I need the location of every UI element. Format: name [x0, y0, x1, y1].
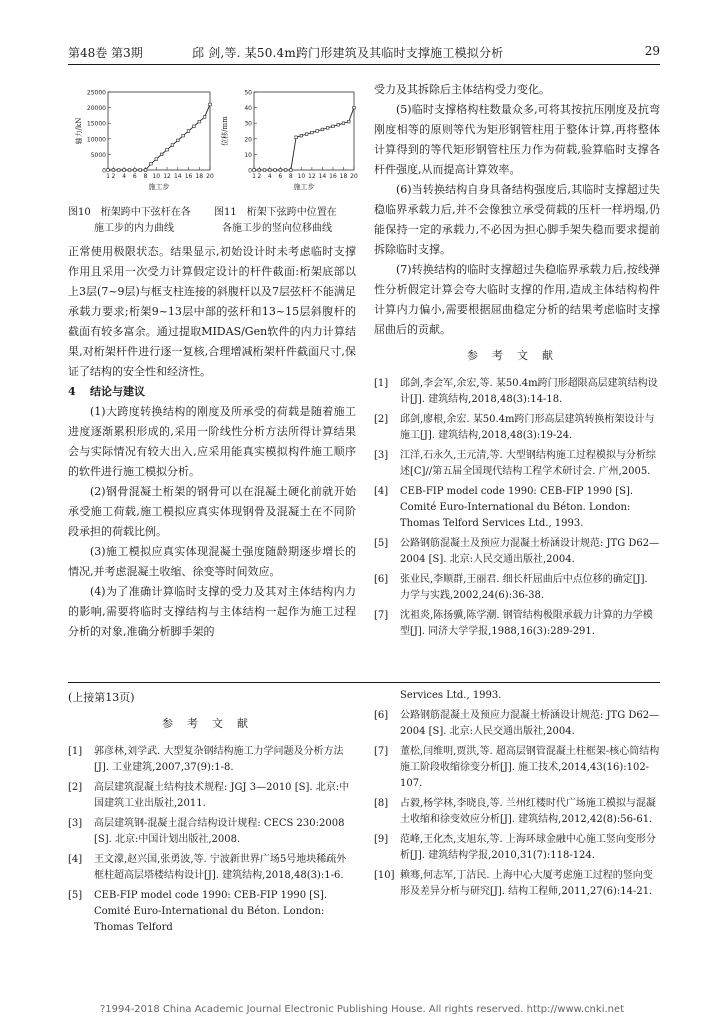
x-tick-label: 4: [267, 173, 272, 180]
y-tick-label: 5000: [90, 151, 106, 159]
journal-volume: 第48卷 第3期: [68, 46, 143, 60]
x-axis-label: 施工步: [293, 183, 315, 191]
data-point: [316, 130, 319, 133]
reference-item: [68, 852, 356, 884]
data-point: [342, 122, 345, 125]
data-point: [155, 158, 158, 161]
header-rule: [68, 64, 660, 65]
reference-tag: [6]: [374, 710, 389, 721]
x-tick-label: 4: [122, 173, 127, 180]
data-point: [123, 169, 126, 172]
reference-tag: [4]: [374, 486, 389, 497]
x-tick-label: 14: [318, 173, 327, 180]
copyright-footer: ?1994-2018 China Academic Journal Electronic Publishing House. All rights reserved. http://www.cnki.net: [99, 1004, 625, 1015]
plot-frame: [108, 92, 210, 170]
figure-caption-fig11: [214, 205, 364, 237]
data-point: [117, 169, 120, 172]
figure-caption-fig10: [68, 205, 218, 237]
data-point: [337, 123, 340, 126]
reference-text: 江洋,石永久,王元清,等. 大型钢结构施工过程模拟与分析综述[C]//第五届全国现代结构工程学术研讨会. 广州,2005.: [400, 450, 656, 477]
y-tick-label: 40: [244, 105, 252, 113]
reference-item: [374, 536, 660, 568]
references-heading: 参考文献: [162, 717, 262, 730]
paragraph: (1)大跨度转换结构的刚度及所承受的荷载是随着施工进度逐渐累积形成的,采用一阶线性分析方法所得计算结果会与实际情况有较大出入,应采用能真实模拟构件施工顺序的软件进行施工模拟分析。: [68, 405, 356, 478]
caption-line: 图11 桁架下弦跨中位置在: [214, 207, 337, 218]
data-point: [274, 169, 277, 172]
reference-text: 张业民,李顺群,王丽君. 细长杆屈曲后中点位移的确定[J]. 力学与实践,2002,24(6):36-38.: [400, 574, 648, 601]
reference-item: [374, 412, 660, 444]
x-tick-label: 20: [350, 173, 358, 180]
reference-tag: [8]: [374, 798, 389, 809]
data-point: [332, 125, 335, 128]
reference-tag: [7]: [374, 746, 389, 757]
data-point: [187, 130, 190, 133]
bottom-right-column: [374, 688, 660, 904]
caption-line: 施工步的内力曲线: [94, 223, 174, 234]
reference-tag: [1]: [68, 746, 83, 757]
caption-line: 图10 桁架跨中下弦杆在各: [68, 207, 191, 218]
y-tick-label: 25000: [86, 89, 106, 97]
running-header: [68, 44, 660, 64]
reference-tag: [2]: [374, 414, 389, 425]
x-tick-label: 10: [297, 173, 306, 180]
data-point: [139, 169, 142, 172]
data-point: [326, 127, 329, 130]
reference-tag: [10]: [374, 870, 395, 881]
data-point: [279, 169, 282, 172]
y-axis-label: 轴力/kN: [75, 117, 83, 145]
x-tick-label: 6: [278, 173, 283, 180]
continued-note: (上接第13页): [68, 691, 135, 704]
reference-list: [374, 708, 660, 900]
x-tick-label: 8: [288, 173, 293, 180]
y-tick-label: 10000: [86, 136, 106, 144]
x-tick-label: 2: [257, 173, 262, 180]
data-point: [107, 169, 110, 172]
reference-text: 王文濛,赵兴国,张勇波,等. 宁波新世界广场5号地块稀疏外框柱超高层塔楼结构设计[J]. 建筑结构,2018,48(3):1-6.: [94, 854, 347, 881]
data-point: [284, 169, 287, 172]
paragraph: (7)转换结构的临时支撑超过失稳临界承载力后,按线弹性分析假定计算会夸大临时支撑的作用,造成主体结构构件计算内力偏小,需要根据屈曲稳定分析的结果考虑临时支撑屈曲后的贡献。: [374, 263, 660, 336]
x-tick-label: 16: [329, 173, 337, 180]
reference-item: [374, 744, 660, 792]
data-point: [311, 131, 314, 134]
page-number: 29: [644, 44, 660, 58]
reference-text: 邱剑,李会军,余宏,等. 某50.4m跨门形超限高层建筑结构设计[J]. 建筑结构,2018,48(3):14-18.: [400, 378, 658, 405]
right-column: [374, 80, 660, 644]
data-point: [144, 169, 147, 172]
paragraph: (3)施工模拟应真实体现混凝土强度随龄期逐步增长的情况,并考虑混凝土收缩、徐变等时间效应。: [68, 545, 356, 578]
reference-item: [374, 572, 660, 604]
data-point: [258, 169, 261, 172]
y-tick-label: 0: [248, 167, 252, 175]
x-tick-label: 16: [184, 173, 193, 180]
paragraph: (6)当转换结构自身具备结构强度后,其临时支撑超过失稳临界承载力后,并不会像独立承受荷载的压杆一样坍塌,仍能保持一定的承载力,不必因为担心脚手架失稳而要求提前拆除临时支撑。: [374, 183, 660, 256]
running-title: 邱 剑,等. 某50.4m跨门形建筑及其临时支撑施工模拟分析: [192, 46, 504, 60]
reference-tag: [5]: [68, 890, 83, 901]
data-point: [209, 103, 212, 106]
data-point: [321, 128, 324, 131]
data-point: [268, 169, 271, 172]
paragraph: (5)临时支撑格构柱数量众多,可将其按抗压刚度及抗弯刚度相等的原则等代为矩形钢管柱用于整体计算,再将整体计算得到的等代矩形钢管柱压力作为荷载,验算临时支撑各杆件强度,从而提高计算效率。: [374, 103, 660, 176]
section-heading: [68, 382, 356, 402]
chart-fig11: [220, 86, 360, 192]
data-point: [193, 125, 196, 128]
y-tick-label: 20000: [86, 105, 106, 113]
reference-tag: [4]: [68, 854, 83, 865]
y-tick-label: 15000: [86, 120, 106, 128]
reference-item: [374, 796, 660, 828]
x-tick-label: 8: [143, 173, 148, 180]
reference-tag: [9]: [374, 834, 389, 845]
x-axis-label: 施工步: [148, 183, 170, 191]
x-tick-label: 10: [152, 173, 161, 180]
data-point: [263, 169, 266, 172]
reference-text: Services Ltd., 1993.: [400, 690, 502, 701]
reference-item: [374, 868, 660, 900]
series-line: [254, 108, 354, 170]
data-point: [305, 133, 308, 136]
reference-text: 邱剑,廖根,余宏. 某50.4m跨门形高层建筑转换桁架设计与施工[J]. 建筑结构,2018,48(3):19-24.: [400, 414, 655, 441]
reference-item: [68, 744, 356, 776]
section-title: 结论与建议: [90, 385, 145, 398]
section-number: 4: [68, 385, 76, 398]
data-point: [253, 169, 256, 172]
reference-text: 郭彦林,刘学武. 大型复杂钢结构施工力学问题及分析方法[J]. 工业建筑,2007,37(9):1-8.: [94, 746, 344, 773]
reference-item: [374, 608, 660, 640]
data-point: [150, 162, 153, 165]
plot-frame: [254, 92, 354, 170]
reference-text: 董松,闫维明,贾洪,等. 超高层钢管混凝土柱框架-核心筒结构施工阶段收缩徐变分析[J]. 施工技术,2014,43(16):102-107.: [400, 746, 660, 789]
chart-fig10: [74, 86, 216, 192]
reference-text: CEB-FIP model code 1990: CEB-FIP 1990 [S]. Comité Euro-International du Béton. London: Thomas Telford: [94, 890, 328, 933]
x-tick-label: 6: [132, 173, 137, 180]
reference-list: [374, 376, 660, 640]
reference-text: 赖骞,何志军,丁洁民. 上海中心大厦考虑施工过程的竖向变形及差异分析与研究[J]. 结构工程师,2011,27(6):14-21.: [400, 870, 653, 897]
section-rule: [68, 682, 660, 683]
x-tick-label: 1: [252, 173, 256, 180]
data-point: [182, 134, 185, 137]
series-line: [108, 104, 210, 170]
reference-list: [68, 744, 356, 936]
reference-text: 范峰,王化杰,支旭东,等. 上海环球金融中心施工竖向变形分析[J]. 建筑结构学报,2010,31(7):118-124.: [400, 834, 656, 861]
reference-tag: [5]: [374, 538, 389, 549]
data-point: [160, 153, 163, 156]
data-point: [295, 136, 298, 139]
x-tick-label: 12: [308, 173, 316, 180]
reference-item: [374, 484, 660, 532]
data-point: [176, 139, 179, 142]
x-tick-label: 18: [195, 173, 204, 180]
data-point: [171, 144, 174, 147]
reference-text: 公路钢筋混凝土及预应力混凝土桥涵设计规范: JTG D62—2004 [S]. 北京:人民交通出版社,2004.: [400, 538, 660, 565]
x-tick-label: 14: [173, 173, 182, 180]
y-axis-label: 位移/mm: [221, 116, 229, 146]
reference-text: 占毅,杨学林,李晓良,等. 兰州红楼时代广场施工模拟与混凝土收缩和徐变效应分析[J]. 建筑结构,2012,42(8):56-61.: [400, 798, 656, 825]
paragraph: (2)钢骨混凝土桁架的钢骨可以在混凝土硬化前就开始承受施工荷载,施工模拟应真实体现钢骨及混凝土在不同阶段承担的荷载比例。: [68, 485, 356, 538]
reference-text: 高层建筑混凝土结构技术规程: JGJ 3—2010 [S]. 北京:中国建筑工业出版社,2011.: [94, 782, 350, 809]
x-tick-label: 18: [339, 173, 348, 180]
data-point: [300, 134, 303, 137]
y-tick-label: 50: [244, 89, 252, 97]
reference-tag: [1]: [374, 378, 389, 389]
data-point: [112, 169, 115, 172]
data-point: [198, 120, 201, 123]
paragraph: 正常使用极限状态。结果显示,初始设计时未考虑临时支撑作用且采用一次受力计算假定设计的杆件截面:桁架底部以上3层(7~9层)与框支柱连接的斜腹杆以及7层弦杆不能满足承载力要求;桁架9~13层中部的弦杆和13~15层斜腹杆的截面有较多富余。通过提取MIDAS/Gen软件的内力计算结果,对桁架杆件进行逐一复核,合理增减桁架杆件截面尺寸,保证了结构的安全性和经济性。: [68, 245, 356, 378]
reference-item: [374, 708, 660, 740]
data-point: [166, 148, 169, 151]
caption-line: 各施工步的竖向位移曲线: [222, 223, 332, 234]
reference-item: [68, 888, 356, 936]
reference-item: [374, 832, 660, 864]
x-tick-label: 2: [111, 173, 116, 180]
reference-tag: [2]: [68, 782, 83, 793]
y-tick-label: 30: [244, 120, 252, 128]
reference-text: 沈祖炎,陈扬骥,陈学潮. 钢管结构极限承载力计算的力学模型[J]. 同济大学学报,1988,16(3):289-291.: [400, 610, 653, 637]
y-tick-label: 10: [244, 151, 252, 159]
data-point: [128, 169, 131, 172]
reference-text: 公路钢筋混凝土及预应力混凝土桥涵设计规范: JTG D62—2004 [S]. 北京:人民交通出版社,2004.: [400, 710, 660, 737]
reference-item: [68, 780, 356, 812]
x-tick-label: 12: [163, 173, 171, 180]
reference-text: 高层建筑钢-混凝土混合结构设计规程: CECS 230:2008 [S]. 北京:中国计划出版社,2008.: [94, 818, 345, 845]
bottom-left-column: [68, 688, 356, 940]
reference-tag: [6]: [374, 574, 389, 585]
reference-item: [68, 816, 356, 848]
reference-item: [374, 448, 660, 480]
paragraph: 受力及其拆除后主体结构受力变化。: [374, 83, 550, 96]
left-column: [68, 242, 356, 642]
data-point: [347, 120, 350, 123]
data-point: [353, 106, 356, 109]
reference-tag: [7]: [374, 610, 389, 621]
x-tick-label: 1: [106, 173, 110, 180]
reference-continuation: [374, 688, 660, 704]
y-tick-label: 20: [244, 136, 252, 144]
data-point: [134, 169, 137, 172]
data-point: [290, 169, 293, 172]
data-point: [203, 116, 206, 119]
x-tick-label: 20: [206, 173, 214, 180]
reference-tag: [3]: [374, 450, 389, 461]
reference-item: [374, 376, 660, 408]
paragraph: (4)为了准确计算临时支撑的受力及其对主体结构内力的影响,需要将临时支撑结构与主体结构一起作为施工过程分析的对象,准确分析脚手架的: [68, 585, 356, 638]
y-tick-label: 0: [102, 167, 106, 175]
reference-text: CEB-FIP model code 1990: CEB-FIP 1990 [S]. Comité Euro-International du Béton. London: Thomas Telford Services Ltd., 1993.: [400, 486, 634, 529]
reference-tag: [3]: [68, 818, 83, 829]
references-heading: 参考文献: [467, 349, 567, 362]
